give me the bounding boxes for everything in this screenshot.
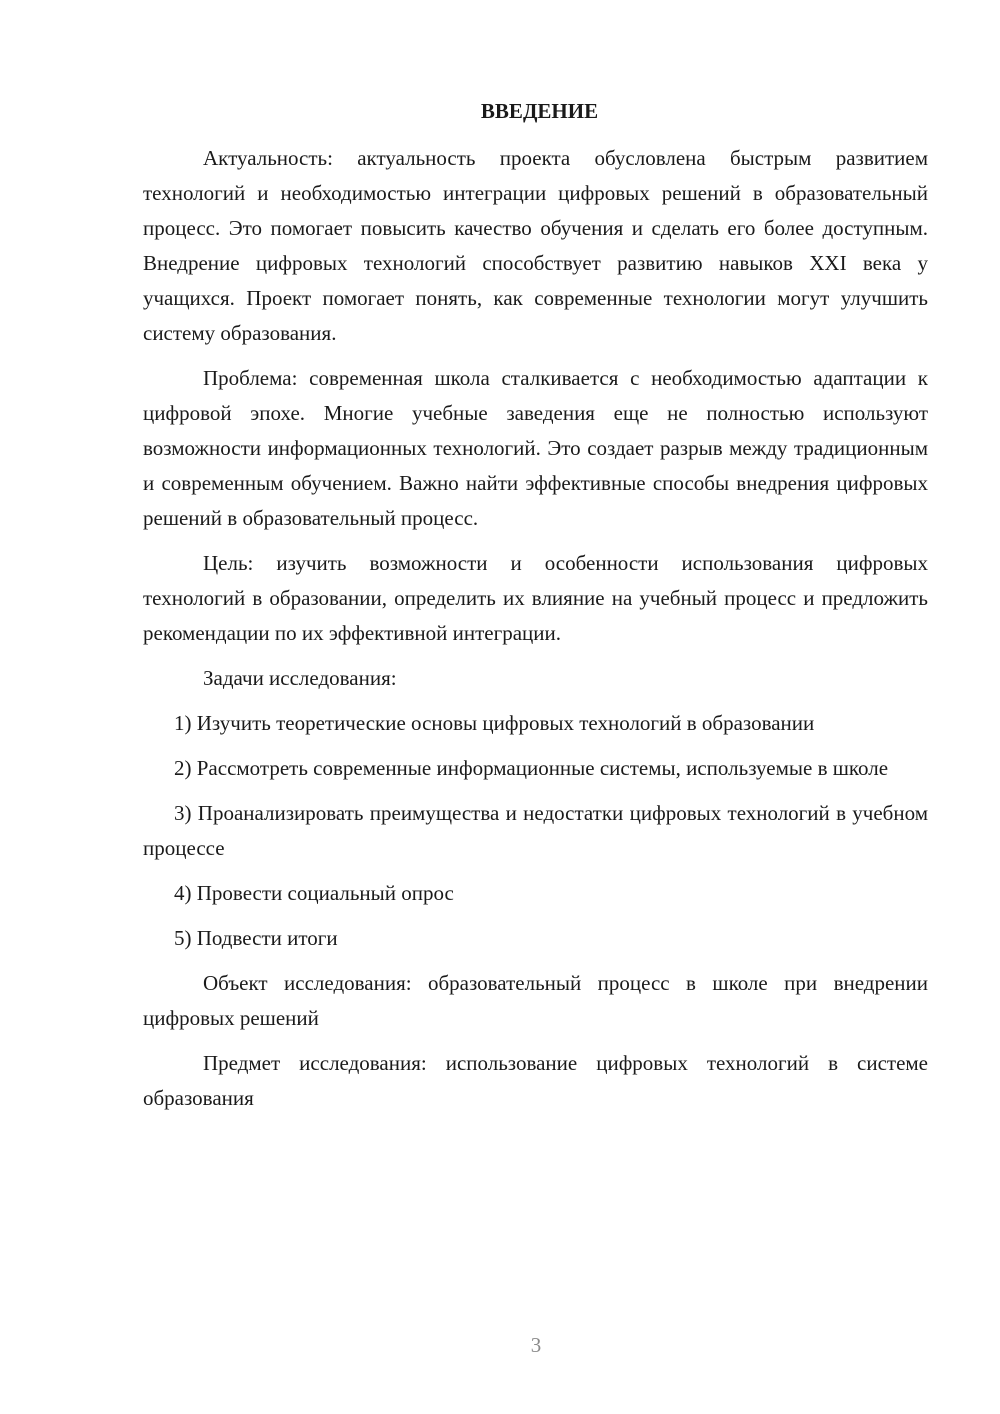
page-number: 3	[530, 1333, 542, 1357]
task-item-3: 3) Проанализировать преимущества и недостатки цифровых технологий в учебном процессе	[143, 801, 928, 860]
tasks-heading: Задачи исследования:	[203, 666, 397, 690]
subject-paragraph: Предмет исследования: использование цифровых технологий в системе образования	[143, 1051, 928, 1110]
document-page	[143, 94, 928, 1126]
problem-paragraph: Проблема: современная школа сталкивается с необходимостью адаптации к цифровой эпохе. Многие учебные заведения еще не полностью используют возможности информационных технологий. Это создает разрыв между традиционным и современным обучением. Важно найти эффективные способы внедрения цифровых решений в образовательный процесс.	[143, 366, 928, 530]
section-title: ВВЕДЕНИЕ	[480, 99, 599, 123]
task-item-5: 5) Подвести итоги	[174, 926, 338, 950]
task-item-1: 1) Изучить теоретические основы цифровых технологий в образовании	[174, 711, 815, 735]
task-item-4: 4) Провести социальный опрос	[174, 881, 454, 905]
relevance-paragraph: Актуальность: актуальность проекта обусловлена быстрым развитием технологий и необходимостью интеграции цифровых решений в образовательный процесс. Это помогает повысить качество обучения и сделать его более доступным. Внедрение цифровых технологий способствует развитию навыков XXI века у учащихся. Проект помогает понять, как современные технологии могут улучшить систему образования.	[143, 146, 928, 345]
goal-paragraph: Цель: изучить возможности и особенности использования цифровых технологий в образовании, определить их влияние на учебный процесс и предложить рекомендации по их эффективной интеграции.	[143, 551, 928, 645]
object-paragraph: Объект исследования: образовательный процесс в школе при внедрении цифровых решений	[143, 971, 928, 1030]
task-item-2: 2) Рассмотреть современные информационные системы, используемые в школе	[174, 756, 889, 780]
